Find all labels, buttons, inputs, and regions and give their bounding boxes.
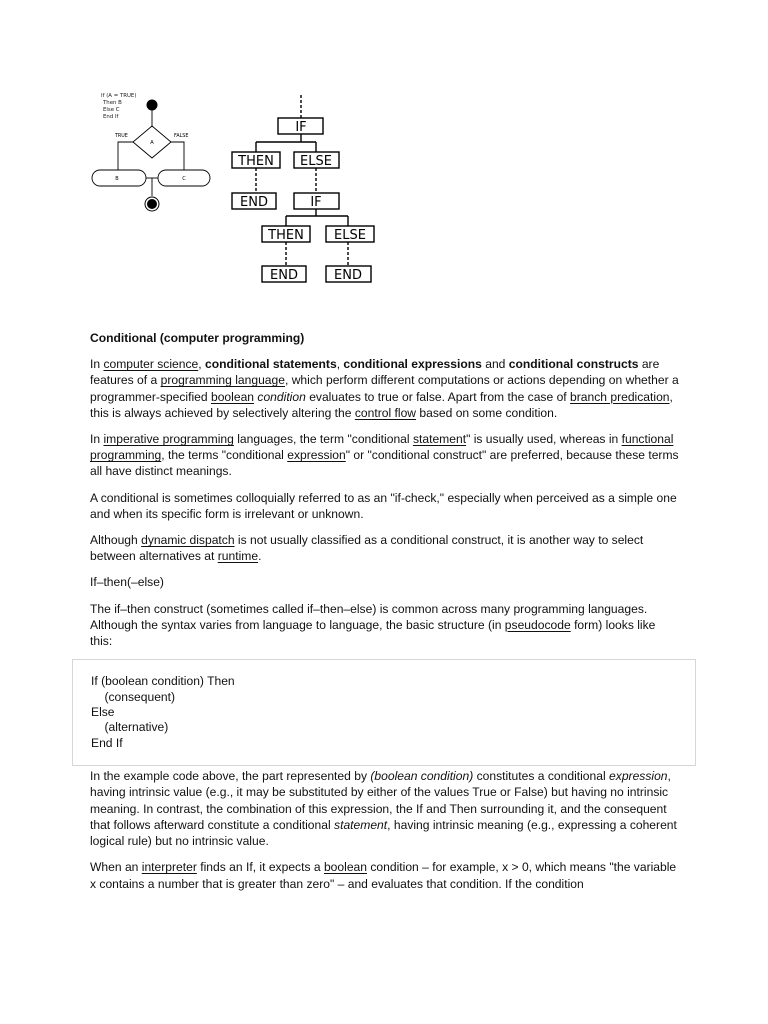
decision-label: A xyxy=(150,140,154,146)
branch-b-node xyxy=(92,170,146,186)
branch-b-label: B xyxy=(115,176,119,182)
pseudocode-line-1: If (A = TRUE) xyxy=(101,93,137,99)
paragraph-interpreter: When an interpreter finds an If, it expects a boolean condition – for example, x > 0, which means "the variable x contains a number that is greater than zero" – and evaluates that condition. If the condition xyxy=(90,860,677,891)
link-imperative-programming[interactable]: imperative programming xyxy=(103,432,234,447)
paragraph-dispatch: Although dynamic dispatch is not usually classified as a conditional construct, it is another way to select between alternatives at runtime. xyxy=(90,533,644,564)
paragraph-terms: In imperative programming languages, the term "conditional statement" is usually used, whereas in functional programming, the terms "conditional expression" or "conditional construct" are preferred, because these terms all have distinct meanings. xyxy=(90,432,679,479)
start-node xyxy=(147,100,158,111)
link-branch-predication[interactable]: branch predication xyxy=(570,389,670,404)
tree-if-2: IF xyxy=(310,195,322,210)
paragraph-intro: In computer science, conditional statements, conditional expressions and conditional constructs are features of a programming language, which perform different computations or actions depending on whether a programmer-specified boolean condition evaluates to true or false. Apart from the case of branch predication, this is always achieved by selectively altering the control flow based on some condition. xyxy=(90,357,679,420)
code-block xyxy=(72,659,696,766)
link-pseudocode[interactable]: pseudocode xyxy=(504,617,571,632)
paragraph-example: In the example code above, the part represented by (boolean condition) constitutes a conditional expression, having intrinsic value (e.g., it may be substituted by either of the values True or False) but having no intrinsic meaning. In contrast, the combination of this expression, the If and Then surrounding it, and the consequent that follows afterward constitute a conditional statement, having intrinsic meaning (e.g., expressing a coherent logical rule) but no intrinsic value. xyxy=(90,769,677,849)
link-runtime[interactable]: runtime xyxy=(217,549,259,564)
article-body xyxy=(90,330,680,902)
tree-end-2: END xyxy=(270,268,298,283)
link-expression[interactable]: expression xyxy=(287,448,346,463)
false-label: FALSE xyxy=(174,134,189,139)
link-statement[interactable]: statement xyxy=(412,432,467,447)
if-else-flowchart xyxy=(88,88,213,223)
paragraph-if-then: The if–then construct (sometimes called if–then–else) is common across many programming languages. Although the syntax varies from language to language, the basic structure (in pseudocode form) looks like this: xyxy=(90,601,656,649)
true-label: TRUE xyxy=(115,134,128,139)
branch-c-label: C xyxy=(182,176,186,182)
paragraph-if-check: A conditional is sometimes colloquially referred to as an "if-check," especially when perceived as a simple one and when its specific form is irrelevant or unknown. xyxy=(90,490,677,521)
code-line: If (boolean condition) Then xyxy=(91,674,235,689)
tree-end-3: END xyxy=(334,268,362,283)
link-functional-programming[interactable]: functional programming xyxy=(90,432,674,463)
if-else-tree-diagram xyxy=(226,90,386,295)
link-interpreter[interactable]: interpreter xyxy=(141,860,197,875)
link-control-flow[interactable]: control flow xyxy=(354,405,417,420)
code-line: (consequent) xyxy=(91,689,176,704)
tree-then-2: THEN xyxy=(268,228,304,243)
tree-end-1: END xyxy=(240,195,268,210)
code-line: Else xyxy=(91,705,115,720)
pseudocode-line-3: Else C xyxy=(103,107,120,113)
pseudocode-line-4: End If xyxy=(103,114,119,120)
link-dynamic-dispatch[interactable]: dynamic dispatch xyxy=(141,533,235,548)
link-boolean[interactable]: boolean xyxy=(210,389,255,404)
tree-else-2: ELSE xyxy=(334,228,366,243)
tree-if-1: IF xyxy=(295,120,307,135)
code-line: End If xyxy=(91,735,123,750)
section-subheading: If–then(–else) xyxy=(90,575,164,590)
tree-then-1: THEN xyxy=(238,154,274,169)
link-boolean-2[interactable]: boolean xyxy=(323,860,367,875)
pseudocode-line-2: Then B xyxy=(103,100,122,106)
code-line: (alternative) xyxy=(91,720,169,735)
tree-else-1: ELSE xyxy=(300,154,332,169)
article-title: Conditional (computer programming) xyxy=(90,331,305,345)
link-programming-language[interactable]: programming language xyxy=(160,373,285,388)
link-computer-science[interactable]: computer science xyxy=(103,357,199,372)
